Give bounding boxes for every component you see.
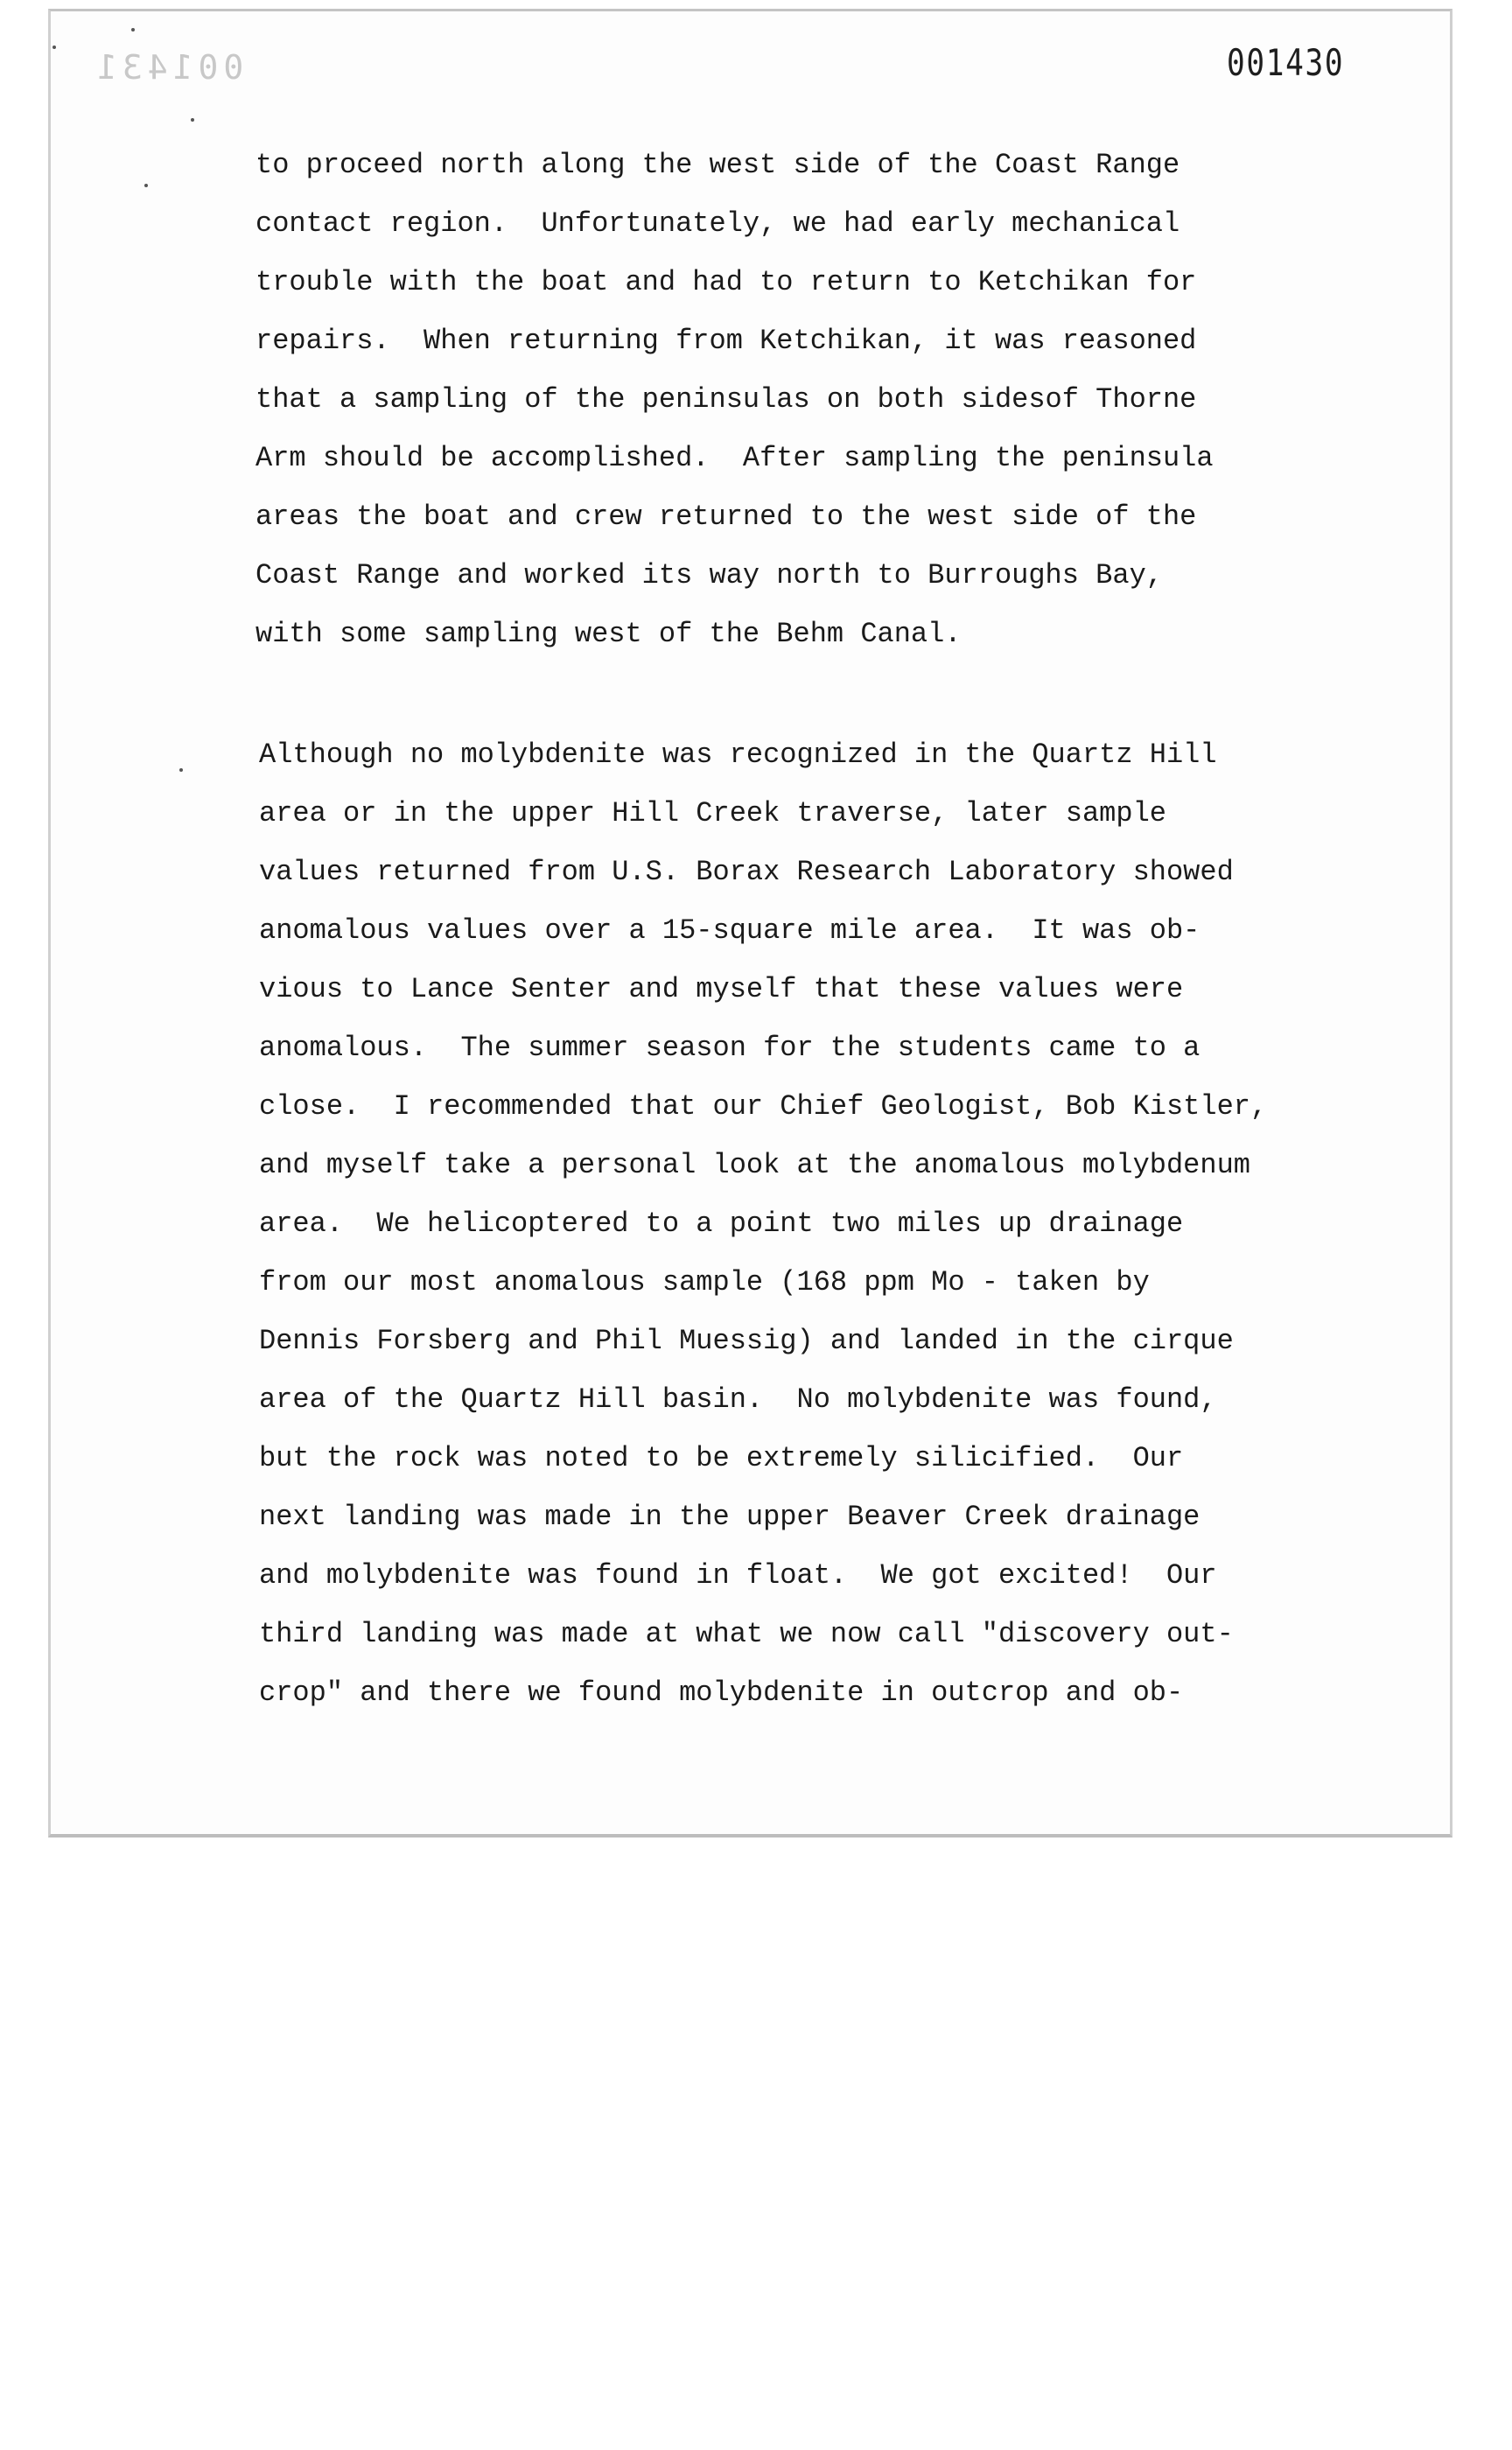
text-line: with some sampling west of the Behm Canal.: [256, 618, 962, 650]
text-line: repairs. When returning from Ketchikan, it was reasoned: [256, 325, 1197, 357]
page-number: 001430: [1227, 41, 1345, 84]
bleed-through-page-number: 001431: [92, 48, 244, 87]
text-line: anomalous. The summer season for the students came to a: [259, 1032, 1200, 1064]
scan-speck: [144, 184, 148, 187]
paragraph-2: [259, 725, 1362, 1722]
scan-speck: [52, 46, 56, 49]
text-line: area or in the upper Hill Creek traverse, later sample: [259, 797, 1166, 830]
scan-speck: [131, 28, 135, 32]
text-line: next landing was made in the upper Beaver Creek drainage: [259, 1501, 1200, 1533]
text-line: and molybdenite was found in float. We got excited! Our: [259, 1559, 1217, 1592]
text-line: to proceed north along the west side of the Coast Range: [256, 149, 1180, 181]
text-line: Coast Range and worked its way north to Burroughs Bay,: [256, 559, 1163, 592]
text-line: Although no molybdenite was recognized in the Quartz Hill: [259, 738, 1217, 771]
text-line: that a sampling of the peninsulas on both sidesof Thorne: [256, 383, 1197, 416]
scan-speck: [179, 768, 183, 772]
text-line: third landing was made at what we now call "discovery out-: [259, 1618, 1234, 1650]
text-line: crop" and there we found molybdenite in outcrop and ob-: [259, 1676, 1184, 1709]
text-line: from our most anomalous sample (168 ppm Mo - taken by: [259, 1266, 1150, 1298]
text-line: contact region. Unfortunately, we had early mechanical: [256, 207, 1180, 240]
text-line: Dennis Forsberg and Phil Muessig) and landed in the cirque: [259, 1325, 1234, 1357]
scan-speck: [191, 118, 194, 122]
text-line: values returned from U.S. Borax Research Laboratory showed: [259, 856, 1234, 888]
text-line: area. We helicoptered to a point two miles up drainage: [259, 1208, 1184, 1240]
text-line: anomalous values over a 15-square mile area. It was ob-: [259, 914, 1200, 947]
text-line: areas the boat and crew returned to the west side of the: [256, 500, 1197, 533]
paragraph-1: [256, 136, 1358, 663]
text-line: area of the Quartz Hill basin. No molybdenite was found,: [259, 1383, 1217, 1416]
text-line: Arm should be accomplished. After sampling the peninsula: [256, 442, 1214, 474]
text-line: and myself take a personal look at the anomalous molybdenum: [259, 1149, 1250, 1181]
text-line: close. I recommended that our Chief Geologist, Bob Kistler,: [259, 1090, 1268, 1123]
text-line: vious to Lance Senter and myself that these values were: [259, 973, 1184, 1005]
text-line: trouble with the boat and had to return to Ketchikan for: [256, 266, 1197, 298]
text-line: but the rock was noted to be extremely silicified. Our: [259, 1442, 1184, 1474]
